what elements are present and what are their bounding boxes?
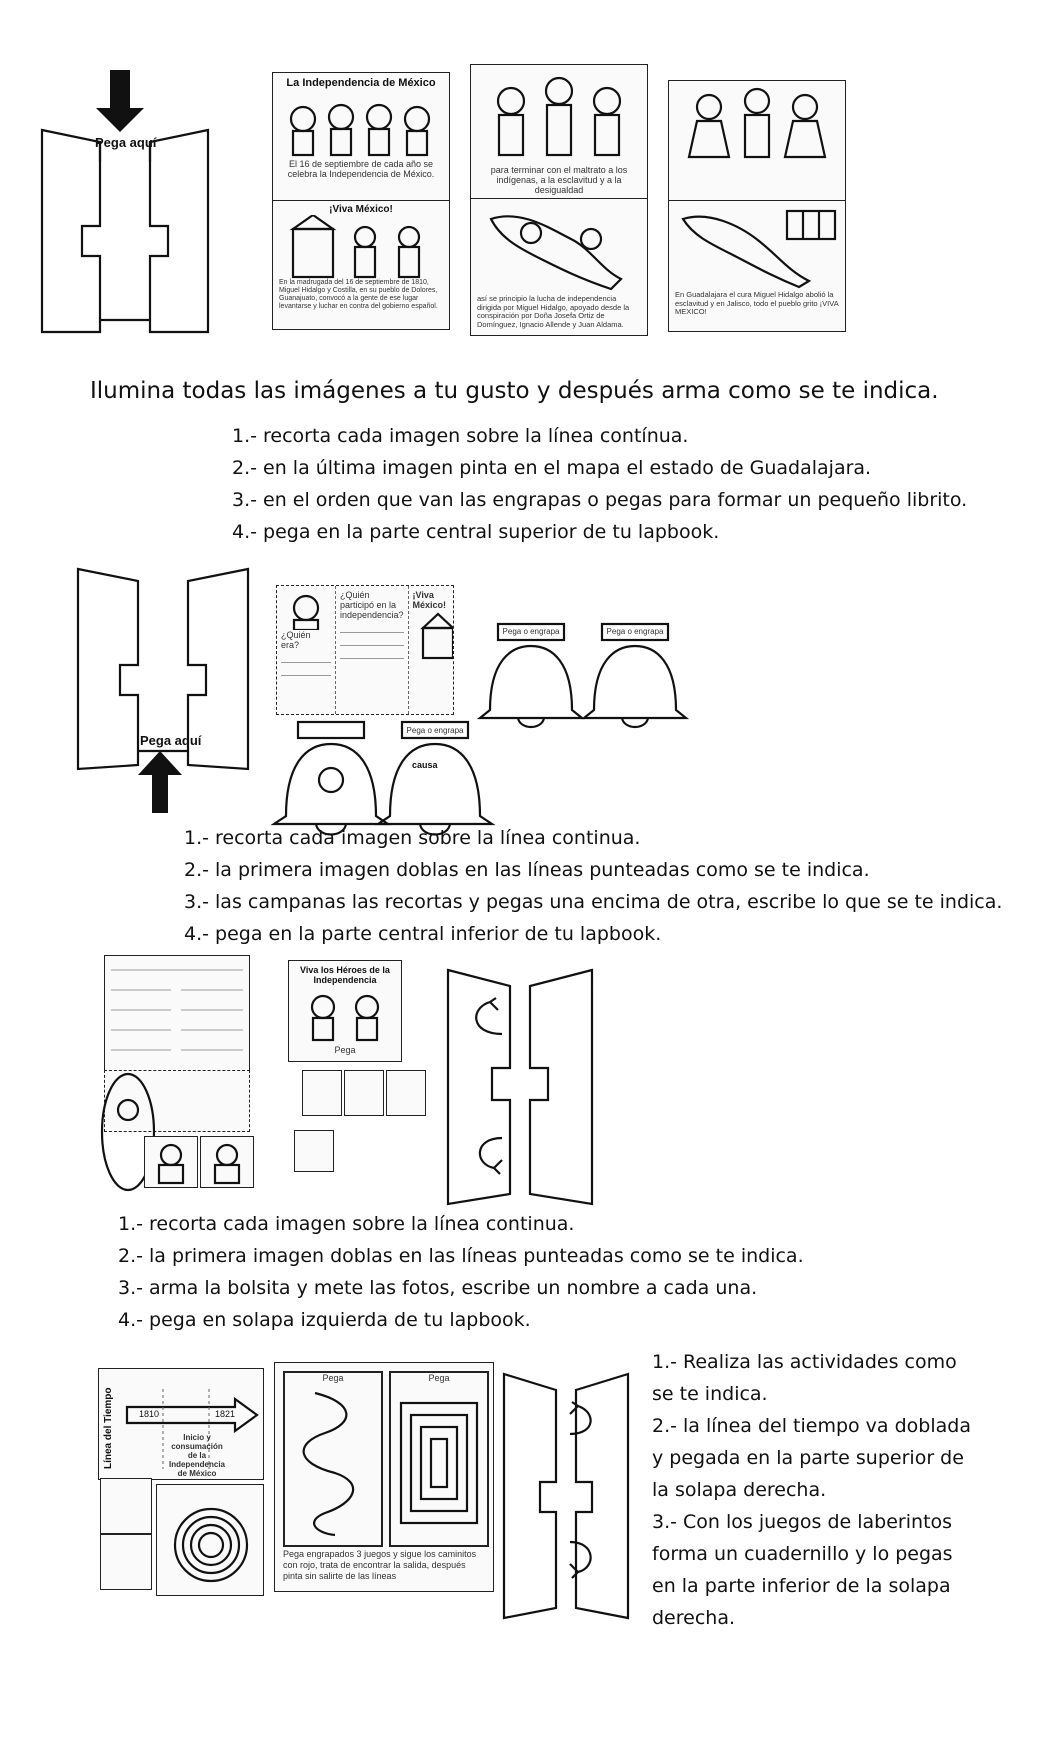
church-illustration <box>273 215 449 279</box>
question-participants: ¿Quién participó en la independencia? <box>340 590 404 620</box>
timeline-sheet <box>98 1368 264 1480</box>
section1-title: Ilumina todas las imágenes a tu gusto y después arma como se te indica. <box>90 378 939 404</box>
questionnaire-lines <box>105 956 249 1071</box>
stamp-card <box>100 1534 152 1590</box>
dancers-illustration <box>669 81 845 161</box>
caption-5: En Guadalajara el cura Miguel Hidalgo abolió la esclavitud y en Jalisco, todo el pueblo grito ¡VIVA MEXICO! <box>675 290 839 316</box>
maze-page-2 <box>389 1371 489 1547</box>
pocket-paste: Pega <box>334 1045 356 1055</box>
crowd-illustration <box>471 65 647 165</box>
pocket-template <box>288 960 402 1062</box>
section2-steps <box>184 822 1002 950</box>
booklet-page-4 <box>470 198 648 336</box>
booklet-page-6 <box>668 200 846 332</box>
curved-arrow-icon <box>476 998 502 1034</box>
bell-small-2 <box>574 622 704 732</box>
maze-caption: Pega engrapados 3 juegos y sigue los caminitos con rojo, trata de encontrar la salida, después pinta sin salirte de las líneas <box>283 1549 477 1581</box>
heroes-illustration <box>289 985 401 1045</box>
mexico-map-flag <box>669 201 845 291</box>
curved-arrow-icon <box>570 1542 591 1578</box>
photo-2 <box>200 1136 254 1188</box>
lapbook-diagram-top <box>30 70 230 360</box>
booklet-page-5 <box>668 80 846 202</box>
children-illustration <box>273 89 449 159</box>
maze-page-1 <box>283 1371 383 1547</box>
pocket-title: Viva los Héroes de la Independencia <box>300 965 390 985</box>
question-who: ¿Quién era? <box>281 630 311 650</box>
down-arrow-icon <box>96 70 144 132</box>
portrait-icon <box>145 1137 197 1187</box>
map-illustration <box>471 199 647 295</box>
round-maze-icon <box>157 1485 263 1595</box>
round-maze-sheet <box>156 1484 264 1596</box>
booklet-page-2 <box>272 200 450 330</box>
step: 1.- recorta cada imagen sobre la línea continua. <box>118 1213 575 1235</box>
step: 4.- pega en solapa izquierda de tu lapbook. <box>118 1309 531 1331</box>
maze-booklet <box>274 1362 494 1592</box>
step: 4.- pega en la parte central inferior de tu lapbook. <box>184 923 662 945</box>
section1-steps <box>232 420 967 548</box>
timeline-label: Línea del Tiempo <box>103 1387 114 1469</box>
step: 1.- recorta cada imagen sobre la línea contínua. <box>232 425 689 447</box>
step: 3.- las campanas las recortas y pegas una encima de otra, escribe lo que se te indica. <box>184 891 1003 913</box>
photo-card <box>294 1130 334 1172</box>
questionnaire-sheet <box>104 955 250 1072</box>
caption-4: así se principio la lucha de independencia dirigida por Miguel Hidalgo, apoyado desde la conspiración por Doña Josefa Ortiz de Domínguez, Ignacio Allende y Juan Aldama. <box>477 294 630 329</box>
photo-card <box>386 1070 426 1116</box>
photo-card <box>344 1070 384 1116</box>
timeline-year-1821: 1821 <box>215 1409 236 1419</box>
church-icon <box>413 610 454 660</box>
stamp-card <box>100 1478 152 1534</box>
bell-tag: Pega o engrapa <box>406 726 464 735</box>
timeline-year-1810: 1810 <box>139 1409 160 1419</box>
step: 2.- en la última imagen pinta en el mapa el estado de Guadalajara. <box>232 457 872 479</box>
hidalgo-portrait <box>281 590 331 630</box>
step: 2.- la primera imagen doblas en las líneas punteadas como se te indica. <box>184 859 870 881</box>
section3-steps <box>118 1208 804 1336</box>
curved-arrow-icon <box>480 1138 502 1174</box>
up-arrow-icon <box>138 751 182 813</box>
caption-1: El 16 de septiembre de cada año se celebra la Independencia de México. <box>287 159 435 179</box>
timeline-caption: Inicio y consumación de la Independencia de México <box>168 1433 225 1478</box>
portrait-icon <box>201 1137 253 1187</box>
step: 1.- Realiza las actividades como se te indica. <box>652 1351 957 1405</box>
section4-steps <box>652 1346 982 1634</box>
photo-card <box>302 1070 342 1116</box>
maze-paste: Pega <box>322 1373 344 1383</box>
paste-here-label: Pega aquí <box>95 135 157 150</box>
curved-arrow-icon <box>570 1402 591 1434</box>
paste-here-label: Pega aquí <box>140 733 202 748</box>
lapbook-diagram-left-flap <box>440 968 610 1208</box>
snake-maze-icon <box>285 1383 381 1543</box>
bell-word: causa <box>412 760 438 770</box>
lapbook-diagram-right-flap <box>496 1372 636 1622</box>
photo-1 <box>144 1136 198 1188</box>
step: 2.- la primera imagen doblas en las líneas punteadas como se te indica. <box>118 1245 804 1267</box>
bell-tag: Pega o engrapa <box>502 627 560 636</box>
step: 3.- arma la bolsita y mete las fotos, escribe un nombre a cada una. <box>118 1277 758 1299</box>
fold-card <box>276 585 454 715</box>
step: 3.- en el orden que van las engrapas o pegas para formar un pequeño librito. <box>232 489 968 511</box>
booklet-title: La Independencia de México <box>286 77 436 89</box>
step: 3.- Con los juegos de laberintos forma un cuadernillo y lo pegas en la parte inferior de la solapa derecha. <box>652 1511 953 1629</box>
caption-2: En la madrugada del 16 de septiembre de 1810, Miguel Hidalgo y Costilla, en su pueblo de Dolores, Guanajuato, convocó a la gente de ese lugar levantarse y luchar en contra del gobierno español. <box>279 279 438 310</box>
step: 4.- pega en la parte central superior de tu lapbook. <box>232 521 720 543</box>
step: 2.- la línea del tiempo va doblada y pegada en la parte superior de la solapa derecha. <box>652 1415 971 1501</box>
caption-3: para terminar con el maltrato a los indígenas, a la esclavitud y a la desigualdad <box>490 165 628 195</box>
booklet-page-cover <box>272 72 450 202</box>
lapbook-diagram-bottom <box>72 565 272 815</box>
square-maze-icon <box>391 1383 487 1543</box>
viva-label: ¡Viva México! <box>412 590 447 610</box>
step: 1.- recorta cada imagen sobre la línea continua. <box>184 827 641 849</box>
viva-label: ¡Viva México! <box>329 204 393 215</box>
bell-tag: Pega o engrapa <box>606 627 664 636</box>
maze-paste: Pega <box>428 1373 450 1383</box>
booklet-page-3 <box>470 64 648 200</box>
